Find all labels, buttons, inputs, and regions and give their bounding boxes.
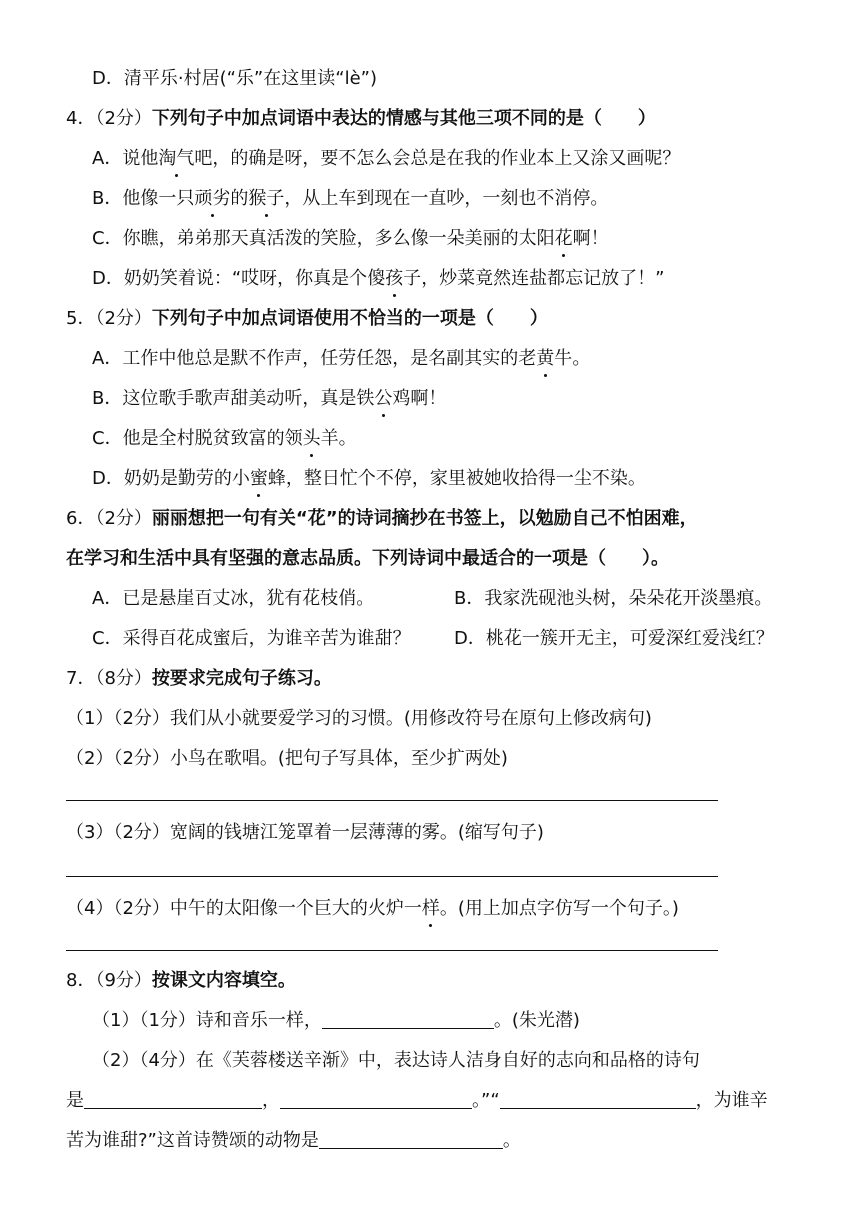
q4-number: 4．（2分） bbox=[66, 108, 152, 129]
dotted-word: 铁公鸡 bbox=[356, 386, 410, 412]
fill-blank[interactable] bbox=[280, 1088, 472, 1109]
fill-blank[interactable] bbox=[322, 1008, 494, 1029]
q7-sub1: （1）（2分）我们从小就要爱学习的习惯。(用修改符号在原句上修改病句) bbox=[66, 708, 652, 729]
fill-blank[interactable] bbox=[84, 1088, 262, 1109]
q5-option-c[interactable] bbox=[92, 426, 357, 452]
q4-option-b[interactable] bbox=[92, 186, 608, 212]
sub-text: ， bbox=[262, 1090, 280, 1111]
q8-stem bbox=[66, 968, 296, 994]
q6-option-c[interactable]: C．采得百花成蜜后，为谁辛苦为谁甜？ bbox=[92, 628, 411, 649]
q5-option-d[interactable] bbox=[92, 466, 646, 492]
q8-question: 按课文内容填空。 bbox=[151, 970, 296, 991]
q7-sub4 bbox=[66, 896, 679, 922]
option-text: C．你瞧，弟弟那天真活泼的笑脸，多么像一朵美丽的太阳 bbox=[92, 228, 555, 249]
q7-stem bbox=[66, 666, 332, 692]
option-text: ，炒菜竟然连盐都忘记放了！” bbox=[421, 268, 665, 289]
dotted-word: 淘气 bbox=[158, 146, 194, 172]
fill-blank[interactable] bbox=[500, 1088, 696, 1109]
q5-option-b[interactable] bbox=[92, 386, 446, 412]
dotted-word: 老黄牛 bbox=[518, 346, 572, 372]
q4-option-a[interactable] bbox=[92, 146, 680, 172]
q6-question-line2: 在学习和生活中具有坚强的意志品质。下列诗词中最适合的一项是（ bbox=[66, 548, 606, 569]
sub-text: 是 bbox=[66, 1090, 84, 1111]
option-text: D．奶奶是勤劳的 bbox=[92, 468, 232, 489]
q6-stem-line2 bbox=[66, 546, 669, 572]
sub-text: ，为谁辛 bbox=[695, 1090, 768, 1111]
sub-text: 。 bbox=[502, 1130, 521, 1151]
q6-paren-close: ）。 bbox=[642, 548, 669, 569]
option-text: 。 bbox=[572, 348, 591, 369]
option-text: D．奶奶笑着说：“哎呀，你真是个 bbox=[92, 268, 368, 289]
answer-line[interactable] bbox=[66, 950, 718, 951]
option-text: 啊！ bbox=[410, 388, 447, 409]
sub-text: （4）（2分）中午的太阳像一个巨大的火炉一 bbox=[66, 898, 422, 919]
option-text: C．他是全村脱贫致富的 bbox=[92, 428, 285, 449]
q4-stem bbox=[66, 106, 656, 132]
q7-number: 7．（8分） bbox=[66, 668, 152, 689]
q4-option-d[interactable] bbox=[92, 266, 665, 292]
dotted-word: 猴子 bbox=[248, 186, 284, 212]
answer-line[interactable] bbox=[66, 800, 718, 801]
q7-sub2: （2）（2分）小鸟在歌唱。(把句子写具体，至少扩两处) bbox=[66, 748, 508, 769]
q5-option-a[interactable] bbox=[92, 346, 590, 372]
q7-question: 按要求完成句子练习。 bbox=[151, 668, 332, 689]
dotted-word: 花 bbox=[555, 226, 573, 252]
q5-question: 下列句子中加点词语使用不恰当的一项是（ bbox=[151, 308, 494, 329]
q6-stem-line1 bbox=[66, 506, 698, 532]
q5-stem bbox=[66, 306, 548, 332]
q4-option-c[interactable] bbox=[92, 226, 609, 252]
option-text: ，从上车到现在一直吵，一刻也不消停。 bbox=[284, 188, 609, 209]
q4-question: 下列句子中加点词语中表达的情感与其他三项不同的是（ bbox=[151, 108, 602, 129]
q6-option-b[interactable]: B．我家洗砚池头树，朵朵花开淡墨痕。 bbox=[454, 588, 773, 609]
option-text: 的 bbox=[230, 188, 249, 209]
option-text: A．工作中他总是默不作声，任劳任怨，是名副其实的 bbox=[92, 348, 519, 369]
option-text: A．说他 bbox=[92, 148, 159, 169]
option-text: 。 bbox=[338, 428, 357, 449]
dotted-word: 样 bbox=[422, 896, 440, 922]
option-text: B．他像一只 bbox=[92, 188, 195, 209]
option-text: ，整日忙个不停，家里被她收拾得一尘不染。 bbox=[285, 468, 646, 489]
q8-sub2-line3 bbox=[66, 1128, 521, 1154]
q5-number: 5．（2分） bbox=[66, 308, 152, 329]
sub-text: 。(朱光潜) bbox=[493, 1010, 580, 1031]
q8-sub1 bbox=[92, 1008, 580, 1034]
q5-paren-close: ） bbox=[529, 308, 548, 329]
answer-line[interactable] bbox=[66, 876, 718, 877]
option-text: 啊！ bbox=[572, 228, 609, 249]
q7-sub3: （3）（2分）宽阔的钱塘江笼罩着一层薄薄的雾。(缩写句子) bbox=[66, 822, 544, 843]
q6-option-a[interactable]: A．已是悬崖百丈冰，犹有花枝俏。 bbox=[92, 588, 375, 609]
q6-option-d[interactable]: D．桃花一簇开无主，可爱深红爱浅红？ bbox=[454, 628, 774, 649]
dotted-word: 小蜜蜂 bbox=[232, 466, 286, 492]
q6-number: 6．（2分） bbox=[66, 508, 152, 529]
q8-number: 8．（9分） bbox=[66, 970, 152, 991]
sub-text: （1）（1分）诗和音乐一样， bbox=[92, 1010, 322, 1031]
sub-text: 。”“ bbox=[472, 1090, 500, 1111]
q6-question-line1: 丽丽想把一句有关“花”的诗词摘抄在书签上，以勉励自己不怕困难， bbox=[151, 508, 698, 529]
sub-text: 。(用上加点字仿写一个句子。) bbox=[439, 898, 679, 919]
option-text: 吧，的确是呀，要不怎么会总是在我的作业本上又涂又画呢？ bbox=[194, 148, 681, 169]
dotted-word: 领头羊 bbox=[285, 426, 339, 452]
dotted-word: 顽劣 bbox=[194, 186, 230, 212]
fill-blank[interactable] bbox=[319, 1128, 503, 1149]
q4-paren-close: ） bbox=[637, 108, 656, 129]
option-text: B．这位歌手歌声甜美动听，真是 bbox=[92, 388, 357, 409]
sub-text: 苦为谁甜?”这首诗赞颂的动物是 bbox=[66, 1130, 319, 1151]
q8-sub2-line1: （2）（4分）在《芙蓉楼送辛渐》中，表达诗人洁身自好的志向和品格的诗句 bbox=[92, 1050, 700, 1071]
q8-sub2-line2 bbox=[66, 1088, 768, 1114]
q3-option-d: D．清平乐·村居(“乐”在这里读“lè”) bbox=[92, 68, 378, 89]
dotted-word: 傻孩子 bbox=[367, 266, 421, 292]
